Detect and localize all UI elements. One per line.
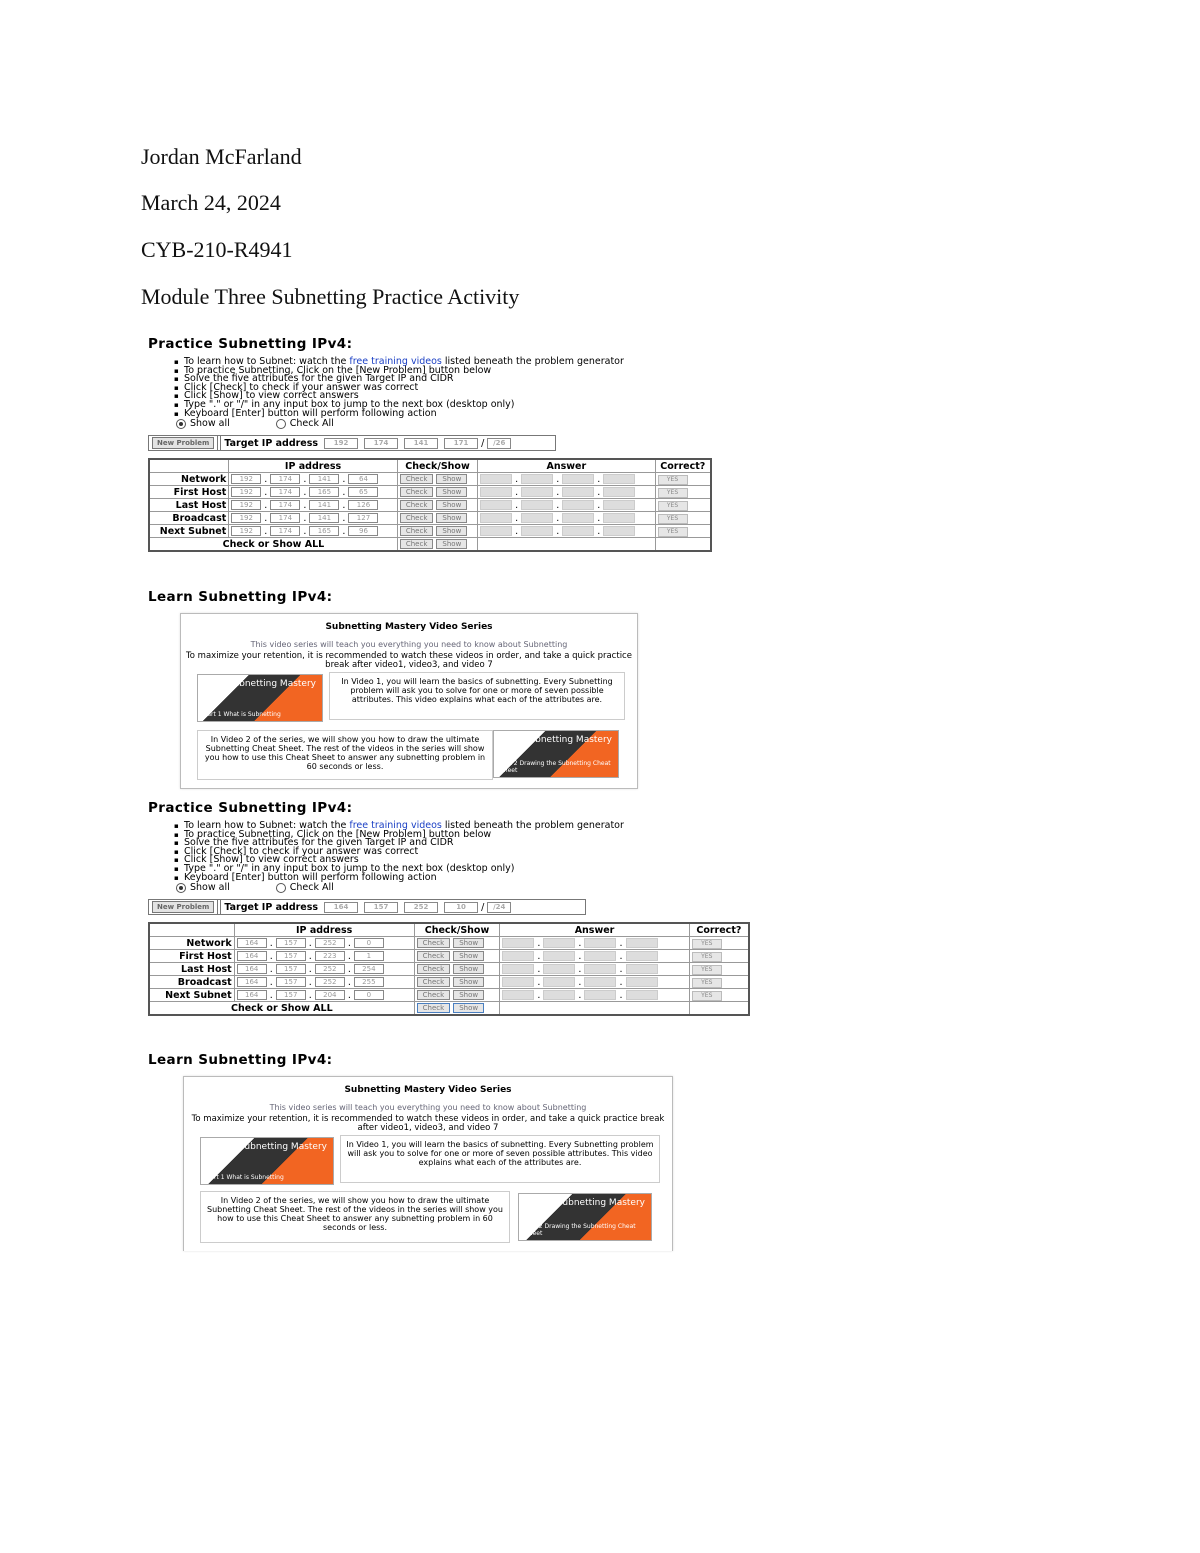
- check-button[interactable]: Check: [417, 990, 451, 1000]
- correct-badge: YES: [658, 527, 688, 537]
- video-series-panel: [180, 613, 638, 789]
- answer-box: [480, 500, 512, 510]
- ip-octet-input[interactable]: 157: [276, 977, 306, 987]
- target-cidr[interactable]: /24: [487, 902, 511, 913]
- answer-box: [603, 487, 635, 497]
- answer-box: [521, 474, 553, 484]
- video-series-panel: [183, 1076, 673, 1251]
- instruction-list: [148, 358, 712, 418]
- ip-octet-input[interactable]: 164: [237, 977, 267, 987]
- video-2-thumbnail[interactable]: Subnetting Mastery Part 2 Drawing the Subnetting Cheat Sheet: [518, 1193, 652, 1241]
- check-button[interactable]: Check: [417, 964, 451, 974]
- radio-selected-icon: [176, 883, 186, 893]
- series-recommendation: To maximize your retention, it is recommended to watch these videos in order, and take a quick practice break after video1, video3, and video 7: [186, 651, 632, 670]
- author-name: Jordan McFarland: [141, 144, 302, 169]
- list-item: ▪ Click [Check] to check if your answer was correct: [184, 848, 750, 857]
- correct-badge: YES: [658, 475, 688, 485]
- problem-generator-bar: New Problem Target IP address 192 174 141 171 / /26: [148, 435, 556, 451]
- table-row: First Host 192 . 174 . 165 . 65 Check Show . . . YES: [149, 486, 711, 499]
- correct-badge: YES: [692, 965, 722, 975]
- correct-badge: YES: [692, 978, 722, 988]
- table-row: Broadcast 192 . 174 . 141 . 127 Check Show . . . YES: [149, 512, 711, 525]
- radio-selected-icon: [176, 419, 186, 429]
- answer-box: [603, 513, 635, 523]
- ip-octet-input[interactable]: 141: [309, 500, 339, 510]
- list-item: ▪ Solve the five attributes for the given Target IP and CIDR: [184, 375, 712, 384]
- row-label-broadcast: Broadcast: [149, 976, 234, 989]
- new-problem-button[interactable]: New Problem: [152, 901, 214, 913]
- check-button[interactable]: Check: [400, 474, 434, 484]
- video-1-description: In Video 1, you will learn the basics of subnetting. Every Subnetting problem will ask you to solve for one or more of seven possible attributes. This video explains what each of the attributes are.: [340, 1135, 660, 1183]
- show-button[interactable]: Show: [453, 938, 484, 948]
- answer-box: [543, 977, 575, 987]
- list-item: ▪ To learn how to Subnet: watch the free training videos listed beneath the problem generator: [184, 358, 712, 367]
- ip-octet-input[interactable]: 192: [231, 513, 261, 523]
- show-button[interactable]: Show: [436, 500, 467, 510]
- ip-octet-input[interactable]: 192: [231, 526, 261, 536]
- table-row: Last Host 192 . 174 . 141 . 126 Check Show . . . YES: [149, 499, 711, 512]
- radio-show-all[interactable]: Show all: [176, 882, 230, 893]
- list-item: ▪ To practice Subnetting, Click on the [New Problem] button below: [184, 831, 750, 840]
- ip-octet-input[interactable]: 141: [309, 474, 339, 484]
- table-row: Last Host 164 . 157 . 252 . 254 Check Show . . . YES: [149, 963, 749, 976]
- ip-octet-input[interactable]: 255: [354, 977, 384, 987]
- answer-box: [562, 513, 594, 523]
- learn-section-2: [148, 1052, 332, 1068]
- table-row: [149, 538, 711, 552]
- show-button[interactable]: Show: [436, 487, 467, 497]
- target-ip-octet[interactable]: 141: [404, 438, 438, 449]
- radio-empty-icon: [276, 419, 286, 429]
- answer-box: [626, 951, 658, 961]
- ip-octet-input[interactable]: 174: [270, 500, 300, 510]
- ip-octet-input[interactable]: 126: [348, 500, 378, 510]
- ip-octet-input[interactable]: 157: [276, 951, 306, 961]
- answer-box: [584, 977, 616, 987]
- practice-title: Practice Subnetting IPv4:: [148, 336, 353, 352]
- check-button[interactable]: Check: [417, 938, 451, 948]
- show-button[interactable]: Show: [436, 474, 467, 484]
- answer-box: [562, 526, 594, 536]
- answer-box: [480, 487, 512, 497]
- answer-box: [543, 951, 575, 961]
- answer-box: [584, 938, 616, 948]
- row-label-last-host: Last Host: [149, 499, 229, 512]
- radio-show-all[interactable]: Show all: [176, 418, 230, 429]
- ip-octet-input[interactable]: 65: [348, 487, 378, 497]
- learn-title: Learn Subnetting IPv4:: [148, 589, 333, 605]
- check-all-button[interactable]: Check: [400, 539, 434, 549]
- answer-box: [502, 938, 534, 948]
- series-recommendation: To maximize your retention, it is recommended to watch these videos in order, and take a quick practice break after video1, video3, and video 7: [191, 1114, 665, 1133]
- ip-octet-input[interactable]: 192: [231, 474, 261, 484]
- check-button[interactable]: Check: [400, 513, 434, 523]
- row-label-network: Network: [149, 937, 234, 950]
- table-row: Broadcast 164 . 157 . 252 . 255 Check Show . . . YES: [149, 976, 749, 989]
- table-row: Next Subnet 164 . 157 . 204 . 0 Check Show . . . YES: [149, 989, 749, 1002]
- list-item: ▪ To learn how to Subnet: watch the free training videos listed beneath the problem generator: [184, 822, 750, 831]
- ip-address-header: IP address: [229, 459, 398, 473]
- table-row: [149, 1002, 749, 1016]
- target-ip-label: Target IP address: [224, 901, 319, 913]
- ip-octet-input[interactable]: 96: [348, 526, 378, 536]
- table-row: First Host 164 . 157 . 223 . 1 Check Show . . . YES: [149, 950, 749, 963]
- answer-box: [626, 977, 658, 987]
- video-2-description: In Video 2 of the series, we will show you how to draw the ultimate Subnetting Cheat Sheet. The rest of the videos in the series will show you how to use this Cheat Sheet to answer any subnetting problem in 60 seconds or less.: [197, 730, 493, 780]
- show-button[interactable]: Show: [453, 951, 484, 961]
- answer-box: [584, 951, 616, 961]
- show-button[interactable]: Show: [436, 526, 467, 536]
- show-button[interactable]: Show: [453, 964, 484, 974]
- ip-octet-input[interactable]: 192: [231, 500, 261, 510]
- ip-octet-input[interactable]: 174: [270, 526, 300, 536]
- answer-box: [584, 990, 616, 1000]
- answer-box: [480, 474, 512, 484]
- table-row: Network 192 . 174 . 141 . 64 Check Show . . . YES: [149, 473, 711, 486]
- target-ip-label: Target IP address: [224, 437, 319, 449]
- video-2-description: In Video 2 of the series, we will show you how to draw the ultimate Subnetting Cheat Sheet. The rest of the videos in the series will show you how to use this Cheat Sheet to answer any subnetting problem in 60 seconds or less.: [200, 1191, 510, 1243]
- check-button[interactable]: Check: [417, 951, 451, 961]
- practice-screenshot-2: [148, 800, 750, 1016]
- answer-box: [521, 526, 553, 536]
- series-title: Subnetting Mastery Video Series: [325, 622, 493, 632]
- target-cidr[interactable]: /26: [487, 438, 511, 449]
- row-label-next-subnet: Next Subnet: [149, 525, 229, 538]
- ip-octet-input[interactable]: 157: [276, 964, 306, 974]
- answer-box: [626, 938, 658, 948]
- video-2-thumbnail[interactable]: Subnetting Mastery Part 2 Drawing the Subnetting Cheat Sheet: [493, 730, 619, 778]
- correct-header: Correct?: [655, 459, 711, 473]
- ip-octet-input[interactable]: 252: [315, 938, 345, 948]
- answer-box: [521, 500, 553, 510]
- row-label-broadcast: Broadcast: [149, 512, 229, 525]
- list-item: ▪ Click [Check] to check if your answer was correct: [184, 384, 712, 393]
- show-all-button[interactable]: Show: [436, 539, 467, 549]
- target-ip-octet[interactable]: 192: [324, 438, 358, 449]
- answer-box: [562, 474, 594, 484]
- answer-box: [603, 474, 635, 484]
- check-show-all-label: Check or Show ALL: [149, 1002, 414, 1016]
- list-item: ▪ Click [Show] to view correct answers: [184, 392, 712, 401]
- ip-octet-input[interactable]: 164: [237, 990, 267, 1000]
- list-item: ▪ Type "." or "/" in any input box to jump to the next box (desktop only): [184, 401, 712, 410]
- series-title: Subnetting Mastery Video Series: [344, 1085, 512, 1095]
- assignment-title: Module Three Subnetting Practice Activity: [141, 284, 520, 309]
- answer-box: [562, 487, 594, 497]
- show-all-button[interactable]: Show: [453, 1003, 484, 1013]
- ip-octet-input[interactable]: 141: [309, 513, 339, 523]
- check-all-button[interactable]: Check: [417, 1003, 451, 1013]
- correct-badge: YES: [658, 501, 688, 511]
- row-label-last-host: Last Host: [149, 963, 234, 976]
- show-button[interactable]: Show: [436, 513, 467, 523]
- ip-octet-input[interactable]: 157: [276, 990, 306, 1000]
- document-date: March 24, 2024: [141, 190, 281, 215]
- answer-box: [543, 938, 575, 948]
- target-ip-octet[interactable]: 164: [324, 902, 358, 913]
- show-button[interactable]: Show: [453, 977, 484, 987]
- answer-box: [543, 990, 575, 1000]
- list-item: ▪ Keyboard [Enter] button will perform following action: [184, 874, 750, 883]
- answer-header: Answer: [500, 923, 689, 937]
- answer-box: [502, 977, 534, 987]
- video-1-thumbnail[interactable]: Subnetting Mastery Part 1 What is Subnetting: [200, 1137, 334, 1185]
- instruction-list: [148, 822, 750, 882]
- series-subtitle: This video series will teach you everything you need to know about Subnetting: [269, 1103, 587, 1112]
- ip-octet-input[interactable]: 204: [315, 990, 345, 1000]
- row-label-first-host: First Host: [149, 950, 234, 963]
- check-show-header: Check/Show: [414, 923, 500, 937]
- answer-box: [626, 964, 658, 974]
- enter-action-radios: [176, 882, 750, 893]
- list-item: ▪ Solve the five attributes for the given Target IP and CIDR: [184, 839, 750, 848]
- answer-box: [480, 513, 512, 523]
- video-1-thumbnail[interactable]: Subnetting Mastery Part 1 What is Subnetting: [197, 674, 323, 722]
- course-code: CYB-210-R4941: [141, 237, 293, 262]
- ip-octet-input[interactable]: 127: [348, 513, 378, 523]
- ip-octet-input[interactable]: 164: [237, 951, 267, 961]
- correct-badge: YES: [658, 514, 688, 524]
- learn-title: Learn Subnetting IPv4:: [148, 1052, 333, 1068]
- answer-header: Answer: [478, 459, 655, 473]
- ip-octet-input[interactable]: 157: [276, 938, 306, 948]
- ip-octet-input[interactable]: 164: [237, 964, 267, 974]
- ip-octet-input[interactable]: 1: [354, 951, 384, 961]
- answer-box: [603, 500, 635, 510]
- check-button[interactable]: Check: [417, 977, 451, 987]
- answer-box: [543, 964, 575, 974]
- correct-badge: YES: [692, 991, 722, 1001]
- answer-box: [502, 951, 534, 961]
- ip-octet-input[interactable]: 252: [315, 964, 345, 974]
- target-ip-octet[interactable]: 171: [444, 438, 478, 449]
- training-videos-link[interactable]: free training videos: [349, 820, 442, 831]
- check-show-header: Check/Show: [397, 459, 477, 473]
- target-ip-octet[interactable]: 174: [364, 438, 398, 449]
- correct-badge: YES: [692, 939, 722, 949]
- ip-address-header: IP address: [234, 923, 414, 937]
- answer-box: [502, 990, 534, 1000]
- answer-box: [626, 990, 658, 1000]
- series-subtitle: This video series will teach you everything you need to know about Subnetting: [250, 640, 568, 649]
- ip-octet-input[interactable]: 252: [315, 977, 345, 987]
- answer-box: [480, 526, 512, 536]
- row-label-first-host: First Host: [149, 486, 229, 499]
- new-problem-button[interactable]: New Problem: [152, 437, 214, 449]
- answer-box: [521, 513, 553, 523]
- check-show-all-label: Check or Show ALL: [149, 538, 397, 552]
- show-button[interactable]: Show: [453, 990, 484, 1000]
- ip-octet-input[interactable]: 174: [270, 513, 300, 523]
- ip-octet-input[interactable]: 0: [354, 990, 384, 1000]
- practice-screenshot-1: [148, 336, 712, 552]
- table-row: Next Subnet 192 . 174 . 165 . 96 Check Show . . . YES: [149, 525, 711, 538]
- check-button[interactable]: Check: [400, 526, 434, 536]
- table-row: Network 164 . 157 . 252 . 0 Check Show . . . YES: [149, 937, 749, 950]
- practice-title: Practice Subnetting IPv4:: [148, 800, 353, 816]
- ip-octet-input[interactable]: 174: [270, 487, 300, 497]
- ip-octet-input[interactable]: 165: [309, 526, 339, 536]
- list-item: ▪ To practice Subnetting, Click on the [New Problem] button below: [184, 367, 712, 376]
- check-button[interactable]: Check: [400, 487, 434, 497]
- answer-box: [521, 487, 553, 497]
- learn-section-1: [148, 589, 332, 605]
- answer-box: [603, 526, 635, 536]
- answer-box: [502, 964, 534, 974]
- training-videos-link[interactable]: free training videos: [349, 356, 442, 367]
- list-item: ▪ Keyboard [Enter] button will perform following action: [184, 410, 712, 419]
- correct-header: Correct?: [689, 923, 749, 937]
- list-item: ▪ Click [Show] to view correct answers: [184, 856, 750, 865]
- ip-octet-input[interactable]: 192: [231, 487, 261, 497]
- row-label-network: Network: [149, 473, 229, 486]
- radio-check-all[interactable]: Check All: [276, 882, 334, 893]
- target-ip-octet[interactable]: 157: [364, 902, 398, 913]
- ip-octet-input[interactable]: 254: [354, 964, 384, 974]
- answer-box: [562, 500, 594, 510]
- target-ip-octet[interactable]: 252: [404, 902, 438, 913]
- subnet-table: [148, 922, 750, 1016]
- ip-octet-input[interactable]: 223: [315, 951, 345, 961]
- ip-octet-input[interactable]: 0: [354, 938, 384, 948]
- radio-empty-icon: [276, 883, 286, 893]
- check-button[interactable]: Check: [400, 500, 434, 510]
- ip-octet-input[interactable]: 174: [270, 474, 300, 484]
- enter-action-radios: [176, 418, 712, 429]
- correct-badge: YES: [658, 488, 688, 498]
- ip-octet-input[interactable]: 164: [237, 938, 267, 948]
- problem-generator-bar: New Problem Target IP address 164 157 252 10 / /24: [148, 899, 586, 915]
- video-1-description: In Video 1, you will learn the basics of subnetting. Every Subnetting problem will ask you to solve for one or more of seven possible attributes. This video explains what each of the attributes are.: [329, 672, 625, 720]
- row-label-next-subnet: Next Subnet: [149, 989, 234, 1002]
- ip-octet-input[interactable]: 165: [309, 487, 339, 497]
- answer-box: [584, 964, 616, 974]
- ip-octet-input[interactable]: 64: [348, 474, 378, 484]
- list-item: ▪ Type "." or "/" in any input box to jump to the next box (desktop only): [184, 865, 750, 874]
- radio-check-all[interactable]: Check All: [276, 418, 334, 429]
- correct-badge: YES: [692, 952, 722, 962]
- target-ip-octet[interactable]: 10: [444, 902, 478, 913]
- subnet-table: [148, 458, 712, 552]
